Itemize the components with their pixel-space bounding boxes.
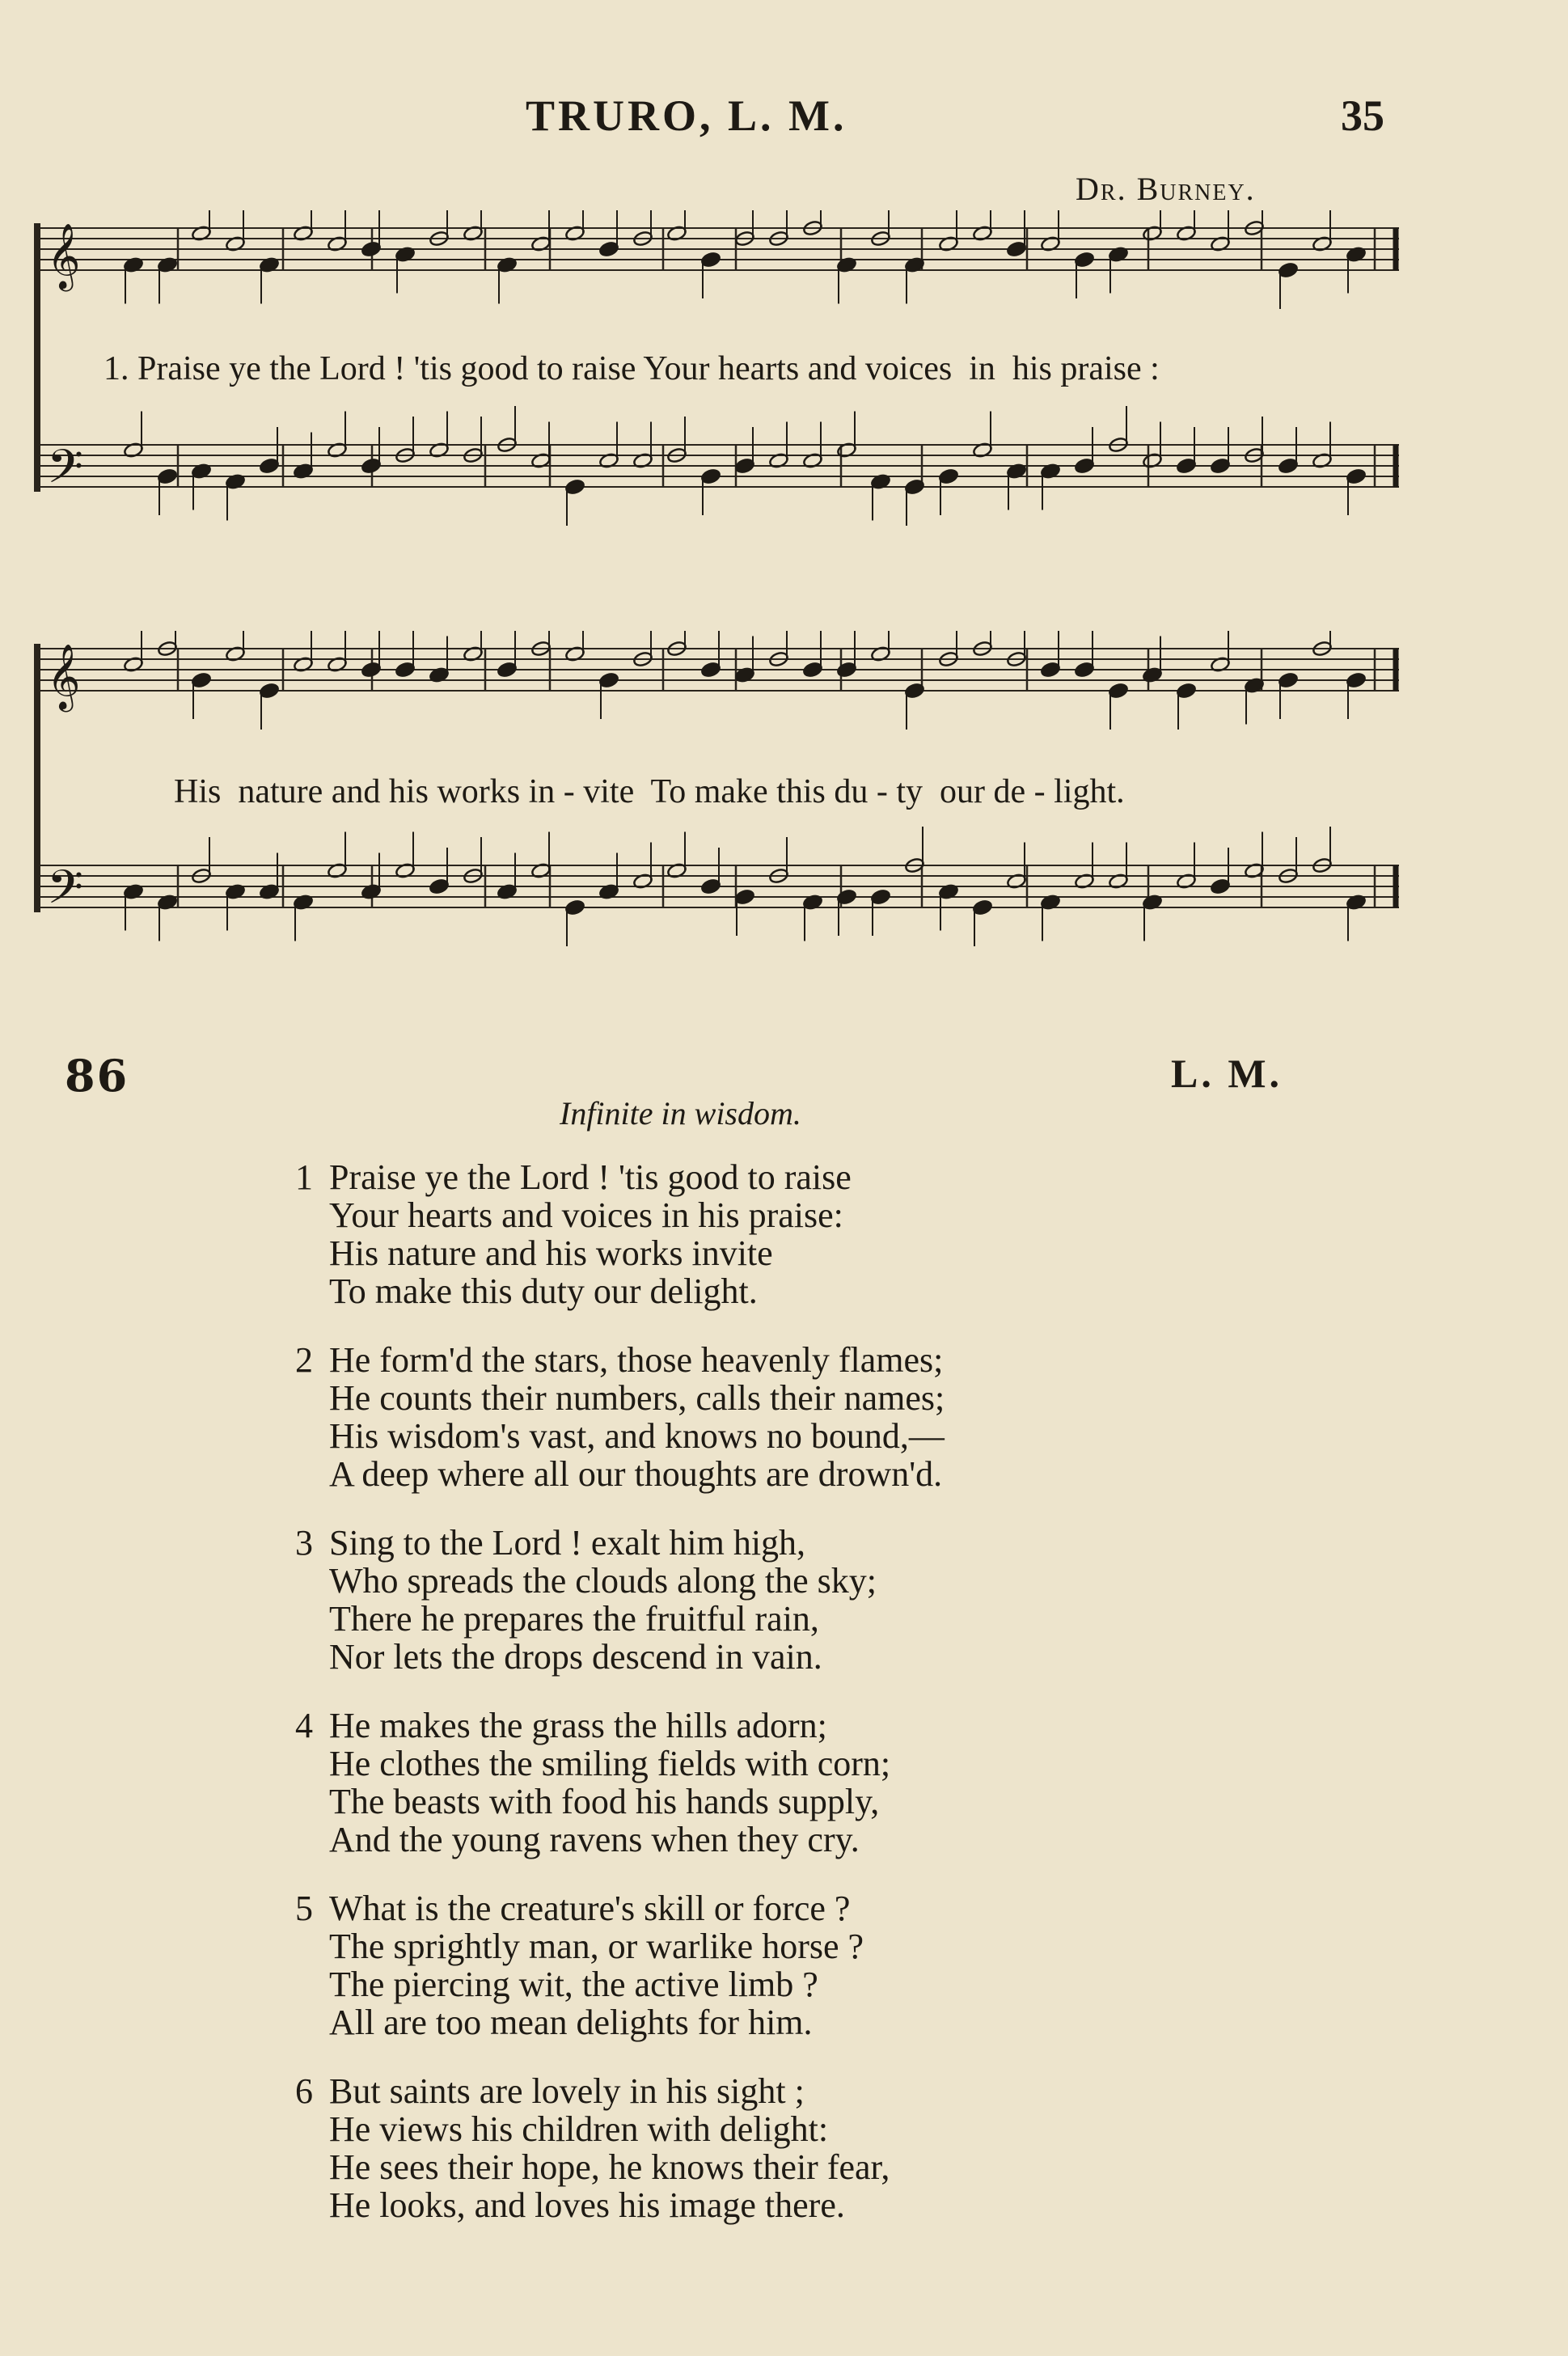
notehead xyxy=(497,662,517,679)
system-brace xyxy=(34,644,40,912)
verse-line: To make this duty our delight. xyxy=(329,1271,758,1311)
lyric-line-2: His nature and his works in - vite To make this du - ty our de - light. xyxy=(174,773,1125,810)
notehead xyxy=(836,889,856,906)
notehead xyxy=(361,241,381,258)
notehead xyxy=(598,241,619,258)
verse-line: His nature and his works invite xyxy=(329,1233,773,1273)
notehead xyxy=(598,672,619,689)
hymn-number: 86 xyxy=(65,1050,129,1102)
notehead xyxy=(870,889,890,906)
verse xyxy=(287,2072,1257,2224)
treble-clef: 𝄞 xyxy=(47,643,81,709)
notehead xyxy=(1006,241,1026,258)
bass-clef: 𝄢 xyxy=(47,860,84,926)
notehead xyxy=(429,878,449,895)
notehead xyxy=(734,889,754,906)
verse xyxy=(287,1341,1257,1493)
notehead xyxy=(1074,662,1094,679)
notehead xyxy=(361,458,381,475)
verse-line: He views his children with delight: xyxy=(329,2109,829,2149)
verse-line: Praise ye the Lord ! 'tis good to raise xyxy=(329,1157,852,1197)
tune-title: TRURO, L. M. xyxy=(526,91,847,140)
notehead xyxy=(191,672,211,689)
notehead xyxy=(904,683,924,700)
verse-line: There he prepares the fruitful rain, xyxy=(329,1599,819,1639)
notehead xyxy=(1108,683,1128,700)
treble-clef: 𝄞 xyxy=(47,222,81,289)
notehead xyxy=(700,662,721,679)
verse-number: 3 xyxy=(295,1523,313,1563)
notehead xyxy=(836,662,856,679)
verse-line: But saints are lovely in his sight ; xyxy=(329,2071,805,2111)
notehead xyxy=(564,479,585,496)
notehead xyxy=(1278,262,1298,279)
notehead xyxy=(904,479,924,496)
hymn-subtitle: Infinite in wisdom. xyxy=(560,1095,801,1131)
notehead xyxy=(395,662,415,679)
verse-line: Who spreads the clouds along the sky; xyxy=(329,1561,877,1601)
notehead xyxy=(700,252,721,269)
notehead xyxy=(1278,458,1298,475)
notehead xyxy=(1074,252,1094,269)
verse-number: 5 xyxy=(295,1889,313,1928)
verse xyxy=(287,1524,1257,1676)
verse-line: Nor lets the drops descend in vain. xyxy=(329,1637,822,1677)
verse-line: What is the creature's skill or force ? xyxy=(329,1889,851,1928)
notehead xyxy=(802,662,822,679)
verse-line: Sing to the Lord ! exalt him high, xyxy=(329,1523,806,1563)
verse-line: He sees their hope, he knows their fear, xyxy=(329,2147,890,2187)
verse xyxy=(287,1158,1257,1310)
bass-clef: 𝄢 xyxy=(47,439,84,505)
verse-line: He counts their numbers, calls their names; xyxy=(329,1378,945,1418)
verse-line: His wisdom's vast, and knows no bound,— xyxy=(329,1416,945,1456)
verse-line: The beasts with food his hands supply, xyxy=(329,1782,880,1821)
verse-line: A deep where all our thoughts are drown'd. xyxy=(329,1454,943,1494)
notehead xyxy=(1176,683,1196,700)
verse-number: 2 xyxy=(295,1340,313,1380)
notehead xyxy=(1210,458,1230,475)
lyric-line-1: 1. Praise ye the Lord ! 'tis good to raise Your hearts and voices in his praise : xyxy=(104,350,1160,387)
hymn-meter: L. M. xyxy=(1171,1051,1283,1096)
notehead xyxy=(1176,458,1196,475)
verse-line: He makes the grass the hills adorn; xyxy=(329,1706,827,1745)
notehead xyxy=(700,878,721,895)
verse-line: And the young ravens when they cry. xyxy=(329,1820,860,1859)
notehead xyxy=(361,662,381,679)
notehead xyxy=(1346,468,1366,485)
system-brace xyxy=(34,223,40,492)
notehead xyxy=(938,468,958,485)
verse-number: 4 xyxy=(295,1706,313,1745)
notehead xyxy=(1346,672,1366,689)
verse-line: The piercing wit, the active limb ? xyxy=(329,1965,818,2004)
notehead xyxy=(259,683,279,700)
composer-credit: Dr. Burney. xyxy=(1076,171,1256,207)
verse xyxy=(287,1889,1257,2041)
verse-line: Your hearts and voices in his praise: xyxy=(329,1195,843,1235)
verse-line: The sprightly man, or warlike horse ? xyxy=(329,1927,864,1966)
verse-number: 1 xyxy=(295,1157,313,1197)
music-system-2 xyxy=(32,631,1407,971)
notehead xyxy=(1210,878,1230,895)
notehead xyxy=(259,458,279,475)
verse xyxy=(287,1707,1257,1859)
music-system-1 xyxy=(32,210,1407,534)
notehead xyxy=(734,458,754,475)
notehead xyxy=(564,899,585,916)
verse-line: All are too mean delights for him. xyxy=(329,2003,813,2042)
page-number: 35 xyxy=(1341,91,1384,140)
verse-line: He clothes the smiling fields with corn; xyxy=(329,1744,891,1783)
notehead xyxy=(972,899,992,916)
verse-line: He form'd the stars, those heavenly flames; xyxy=(329,1340,944,1380)
verses xyxy=(287,1158,1257,2255)
notehead xyxy=(1040,662,1060,679)
notehead xyxy=(700,468,721,485)
verse-line: He looks, and loves his image there. xyxy=(329,2185,845,2225)
verse-number: 6 xyxy=(295,2071,313,2111)
notehead xyxy=(157,468,177,485)
notehead xyxy=(1278,672,1298,689)
notehead xyxy=(1074,458,1094,475)
